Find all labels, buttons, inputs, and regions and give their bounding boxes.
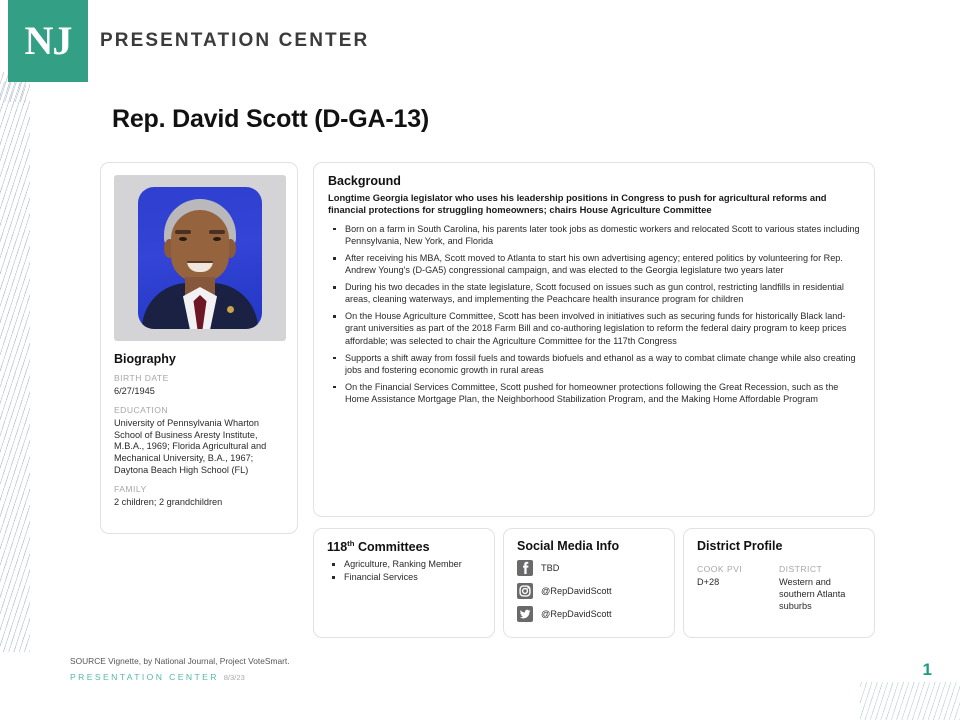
list-item: After receiving his MBA, Scott moved to Atlanta to start his own advertising agency; entered politics by volunteering for Rep. Andrew Young's (D-GA5) congressional campaign, and was elected to the Georgia legislature two years later [328,252,860,276]
page-header [0,0,960,82]
page-title: Rep. David Scott (D-GA-13) [112,105,430,133]
facebook-handle: TBD [541,563,560,573]
committees-card [313,528,495,638]
committees-ordinal-suffix: th [347,539,355,548]
background-summary: Longtime Georgia legislator who uses his leadership positions in Congress to push for agricultural reforms and financial protections for struggling homeowners; chairs House Agriculture Committee [328,192,827,216]
social-row-twitter [517,606,661,622]
district-profile-heading: District Profile [697,539,783,553]
hatch-decoration-left [0,82,30,652]
district-column [779,557,861,612]
list-item: Supports a shift away from fossil fuels and towards biofuels and ethanol as a way to combat climate change while also creating jobs and fostering economic growth in rural areas [328,352,860,376]
nj-logo-text: NJ [24,18,72,63]
cook-pvi-value: D+28 [697,577,720,587]
social-media-heading: Social Media Info [517,539,620,553]
cook-pvi-label: COOK PVI [697,564,743,574]
list-item: Born on a farm in South Carolina, his parents later took jobs as domestic workers and relocated Scott to various states including Pennsylvania, New York, and Florida [328,223,860,247]
family-value: 2 children; 2 grandchildren [114,496,223,507]
list-item: On the Financial Services Committee, Scott pushed for homeowner protections following the Great Recession, such as the Home Assistance Mortgage Plan, the Neighborhood Stabilization Program, and the Making Home Affordable Program [328,381,860,405]
facebook-icon [517,560,533,576]
twitter-handle: @RepDavidScott [541,609,612,619]
list-item: On the House Agriculture Committee, Scott has been involved in initiatives such as securing funds for historically Black land-grant universities as part of the 2018 Farm Bill and co-authoring legislation to reform the federal dairy program to keep prices affordable; was selected to chair the Agriculture Committee for the 117th Congress [328,310,860,346]
header-title: PRESENTATION CENTER [100,30,370,51]
birth-date-label: BIRTH DATE [114,373,169,383]
biography-card [100,162,298,534]
committees-list [327,558,481,583]
birth-date-value: 6/27/1945 [114,386,155,396]
nj-logo [8,0,88,82]
background-heading: Background [328,174,401,188]
page-number: 1 [922,660,932,679]
list-item: Financial Services [327,571,481,583]
education-value: University of Pennsylvania Wharton School of Business Aresty Institute, M.B.A., 1969; Florida Agricultural and Mechanical University, B.A., 1967; Daytona Beach High School (FL) [114,417,267,475]
committees-heading [327,539,481,554]
cook-pvi-column [697,557,779,612]
instagram-icon [517,583,533,599]
footer-brand [70,672,245,682]
district-profile-card [683,528,875,638]
twitter-icon [517,606,533,622]
list-item: Agriculture, Ranking Member [327,558,481,570]
footer-date: 8/3/23 [223,673,245,682]
district-value: Western and southern Atlanta suburbs [779,577,846,611]
social-media-card [503,528,675,638]
education-label: EDUCATION [114,404,169,415]
biography-heading: Biography [114,352,176,366]
district-label: DISTRICT [779,564,823,574]
social-row-facebook [517,560,661,576]
family-label: FAMILY [114,483,147,494]
instagram-handle: @RepDavidScott [541,586,612,596]
portrait-frame [114,175,286,341]
committees-heading-rest: Committees [354,540,430,555]
background-card [313,162,875,517]
avatar [138,187,262,329]
list-item: During his two decades in the state legislature, Scott focused on issues such as gun control, restricting landfills in residential areas, cleaning waterways, and implementing the Peachcare health insurance program for children [328,281,860,305]
footer-source: SOURCE Vignette, by National Journal, Project VoteSmart. [70,656,290,666]
background-bullet-list [328,223,860,405]
committees-congress-number: 118 [327,540,348,555]
hatch-decoration-bottom-right [860,682,960,720]
footer-brand-text: PRESENTATION CENTER [70,672,219,682]
social-row-instagram [517,583,661,599]
